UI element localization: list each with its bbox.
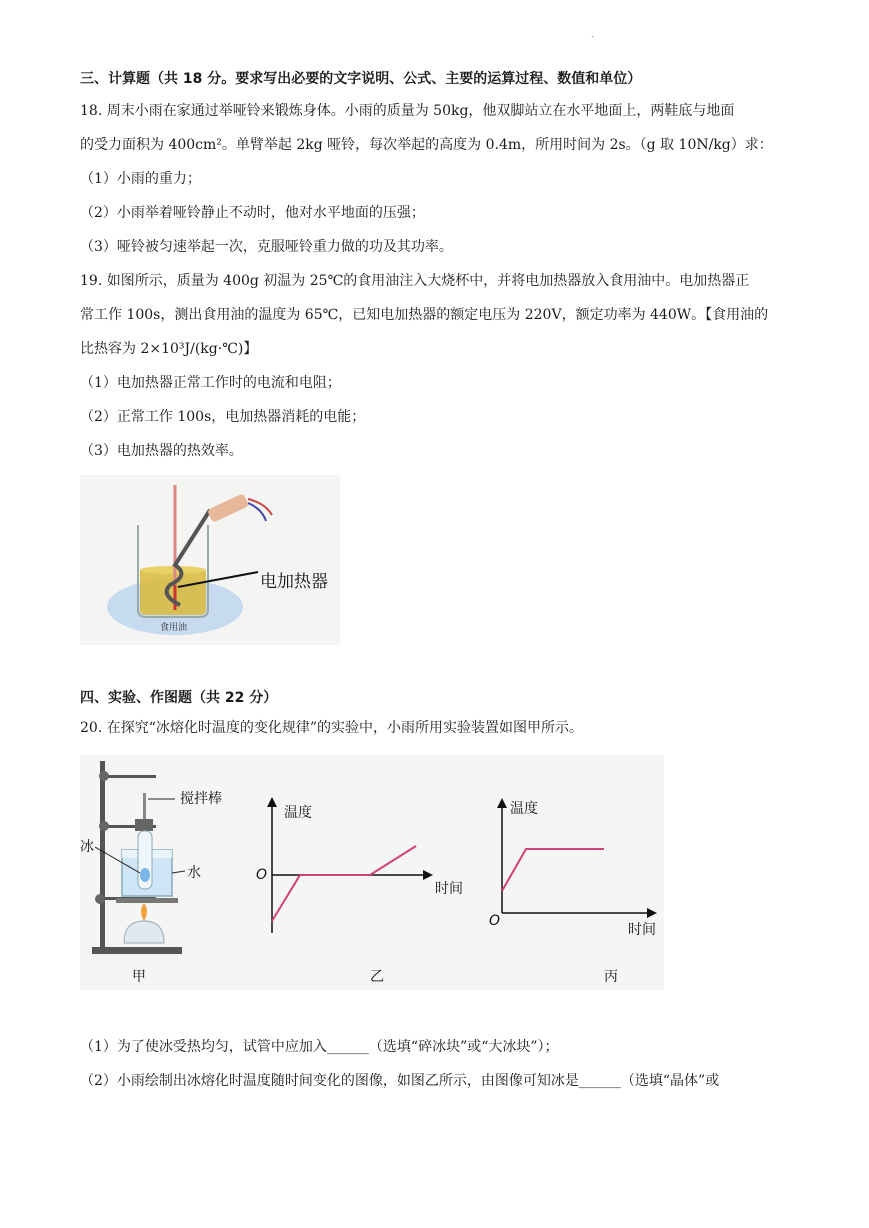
q19-line2: 常工作 100s，测出食用油的温度为 65℃，已知电加热器的额定电压为 220V，额定功率为 440W。【食用油的	[80, 307, 769, 323]
q18-sub2: （2）小雨举着哑铃静止不动时，他对水平地面的压强；	[80, 205, 425, 221]
q20-figure	[80, 755, 664, 990]
bing-x-axis-label: 时间	[628, 922, 656, 938]
yi-origin: O	[256, 867, 268, 883]
q20-line1: 20. 在探究“冰熔化时温度的变化规律”的实验中，小雨所用实验装置如图甲所示。	[80, 720, 584, 736]
stand-base	[92, 947, 182, 954]
heater-label: 电加热器	[260, 572, 328, 592]
q19-line3: 比热容为 2×10³J/(kg·℃)】	[80, 341, 258, 357]
bing-y-axis-label: 温度	[510, 801, 538, 817]
section-3-title: 三、计算题（共 18 分。要求写出必要的文字说明、公式、主要的运算过程、数值和单位）	[80, 71, 642, 87]
yi-x-axis-label: 时间	[435, 881, 463, 897]
q18-sub1: （1）小雨的重力；	[80, 171, 201, 187]
yi-label: 乙	[370, 969, 384, 985]
stand-rod	[100, 761, 105, 951]
bing-label: 丙	[604, 969, 618, 985]
q20-sub1: （1）为了使冰受热均匀，试管中应加入______（选填“碎冰块”或“大冰块”）；	[80, 1039, 559, 1055]
q19-sub2: （2）正常工作 100s，电加热器消耗的电能；	[80, 409, 366, 425]
yi-y-axis-label: 温度	[284, 805, 312, 821]
oil-label: 食用油	[160, 623, 188, 633]
section-4-title: 四、实验、作图题（共 22 分）	[80, 690, 278, 706]
water-label: 水	[187, 865, 201, 881]
ice-label: 冰	[80, 839, 94, 855]
q18-line2: 的受力面积为 400cm²。单臂举起 2kg 哑铃，每次举起的高度为 0.4m，所用时间为 2s。（g 取 10N/kg）求：	[80, 137, 773, 153]
q19-sub1: （1）电加热器正常工作时的电流和电阻；	[80, 375, 341, 391]
q19-figure	[80, 475, 340, 645]
bing-origin: O	[489, 913, 501, 929]
header-dot: .	[591, 30, 594, 39]
q19-sub3: （3）电加热器的热效率。	[80, 443, 243, 459]
q20-sub2: （2）小雨绘制出冰熔化时温度随时间变化的图像，如图乙所示，由图像可知冰是______（选填“晶体”或	[80, 1073, 720, 1089]
q19-line1: 19. 如图所示，质量为 400g 初温为 25℃的食用油注入大烧杯中，并将电加热器放入食用油中。电加热器正	[80, 273, 750, 289]
q18-line1: 18. 周末小雨在家通过举哑铃来锻炼身体。小雨的质量为 50kg，他双脚站立在水平地面上，两鞋底与地面	[80, 103, 735, 119]
jia-label: 甲	[132, 969, 146, 985]
stirrer-label: 搅拌棒	[180, 791, 222, 807]
q18-sub3: （3）哑铃被匀速举起一次，克服哑铃重力做的功及其功率。	[80, 239, 453, 255]
